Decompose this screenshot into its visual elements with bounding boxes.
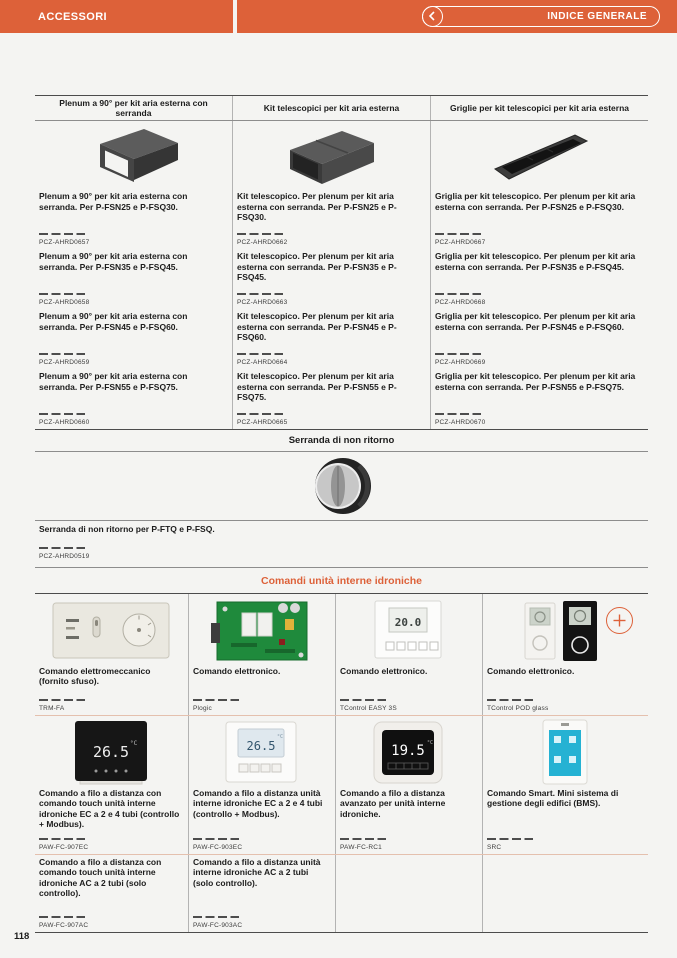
dash-separator <box>39 353 85 355</box>
header-right-band <box>237 0 677 33</box>
dash-separator <box>487 838 533 840</box>
product-code: PCZ-AHRD0657 <box>39 239 90 246</box>
product-code: PCZ-AHRD0660 <box>39 419 90 426</box>
dash-separator <box>340 699 386 701</box>
controller-cell <box>35 594 188 715</box>
product-entry <box>431 369 648 429</box>
controller-description: Comando elettronico. <box>193 665 281 676</box>
product-code: PCZ-AHRD0662 <box>237 239 288 246</box>
section-title-tab <box>0 0 237 33</box>
controller-code: TControl POD glass <box>487 704 549 712</box>
indice-generale-button[interactable] <box>422 6 660 27</box>
controller-description: Comando elettromeccanico (fornito sfuso). <box>39 665 151 686</box>
dash-separator <box>340 838 386 840</box>
controller-code: PAW-FC-903EC <box>193 843 243 851</box>
dash-separator <box>39 413 85 415</box>
product-entry <box>233 369 430 429</box>
damper-description: Serranda di non ritorno per P-FTQ e P-FSQ. <box>39 524 215 534</box>
controller-cell <box>335 594 482 715</box>
product-description: Plenum a 90° per kit aria esterna con serranda. Per P-FSN25 e P-FSQ30. <box>39 191 188 212</box>
svg-text:°C: °C <box>277 733 284 740</box>
controller-code: SRC <box>487 843 502 851</box>
product-code: PCZ-AHRD0659 <box>39 359 90 366</box>
controller-code: PAW-FC-907EC <box>39 843 89 851</box>
kits-table <box>35 95 648 430</box>
plogic-board-image <box>193 596 329 666</box>
paw-fc-903ec-image <box>193 718 329 788</box>
product-code: PCZ-AHRD0670 <box>435 419 486 426</box>
product-description: Kit telescopico. Per plenum per kit aria esterna con serranda. Per P-FSN35 e P-FSQ45. <box>237 251 397 282</box>
svg-text:°C: °C <box>427 739 434 746</box>
non-return-damper-image <box>35 452 648 520</box>
controller-cell <box>35 855 188 932</box>
grille-image <box>430 121 648 189</box>
plenum-column <box>35 189 232 429</box>
src-bms-image <box>487 718 642 788</box>
product-code: PCZ-AHRD0665 <box>237 419 288 426</box>
damper-section <box>35 430 648 568</box>
controller-description: Comando elettronico. <box>487 665 575 676</box>
product-code: PCZ-AHRD0658 <box>39 299 90 306</box>
header-bar <box>0 0 677 33</box>
product-entry <box>431 249 648 309</box>
controller-cell <box>335 716 482 854</box>
dash-separator <box>193 838 239 840</box>
controls-grid <box>35 593 648 933</box>
product-description: Plenum a 90° per kit aria esterna con serranda. Per P-FSN55 e P-FSQ75. <box>39 371 188 392</box>
product-entry <box>233 249 430 309</box>
product-code: PCZ-AHRD0664 <box>237 359 288 366</box>
controller-cell <box>188 594 335 715</box>
paw-fc-rc1-image <box>340 718 476 788</box>
dash-separator <box>39 916 85 918</box>
trm-fa-image <box>39 596 182 666</box>
product-code: PCZ-AHRD0667 <box>435 239 486 246</box>
product-entry <box>35 369 232 429</box>
expand-plus-icon[interactable] <box>606 607 633 634</box>
dash-separator <box>39 699 85 701</box>
product-entry <box>233 189 430 249</box>
product-description: Kit telescopico. Per plenum per kit aria esterna con serranda. Per P-FSN25 e P-FSQ30. <box>237 191 397 222</box>
controller-code: TControl EASY 3S <box>340 704 397 712</box>
controller-cell <box>188 716 335 854</box>
controller-code: PAW-FC-903AC <box>193 921 243 929</box>
dash-separator <box>39 547 85 549</box>
svg-text:°C: °C <box>129 739 137 747</box>
product-description: Kit telescopico. Per plenum per kit aria esterna con serranda. Per P-FSN55 e P-FSQ75. <box>237 371 397 402</box>
controller-description: Comando Smart. Mini sistema di gestione degli edifici (BMS). <box>487 787 619 808</box>
product-description: Plenum a 90° per kit aria esterna con serranda. Per P-FSN35 e P-FSQ45. <box>39 251 188 272</box>
controller-code: PAW-FC-907AC <box>39 921 89 929</box>
controller-code: TRM-FA <box>39 704 65 712</box>
damper-code: PCZ-AHRD0519 <box>39 552 90 560</box>
telescopic-kit-image <box>232 121 430 189</box>
controller-code: PAW-FC-RC1 <box>340 843 382 851</box>
tcontrol-easy-image <box>340 596 476 666</box>
column-header-telescopic: Kit telescopici per kit aria esterna <box>232 96 430 120</box>
controller-cell <box>35 716 188 854</box>
product-code: PCZ-AHRD0663 <box>237 299 288 306</box>
product-entry <box>431 189 648 249</box>
controller-cell <box>188 855 335 932</box>
dash-separator <box>39 293 85 295</box>
column-header-grille: Griglie per kit telescopici per kit aria esterna <box>430 96 648 120</box>
controller-description: Comando elettronico. <box>340 665 428 676</box>
dash-separator <box>237 293 283 295</box>
svg-text:26.5: 26.5 <box>92 742 129 761</box>
dash-separator <box>435 353 481 355</box>
back-chevron-icon[interactable] <box>422 6 443 27</box>
dash-separator <box>487 699 533 701</box>
product-description: Plenum a 90° per kit aria esterna con serranda. Per P-FSN45 e P-FSQ60. <box>39 311 188 332</box>
product-code: PCZ-AHRD0669 <box>435 359 486 366</box>
controller-code: Plogic <box>193 704 212 712</box>
controller-description: Comando a filo a distanza con comando touch unità interne idroniche AC a 2 tubi (solo controllo). <box>39 856 162 898</box>
indice-generale-label: INDICE GENERALE <box>547 11 647 22</box>
product-description: Griglia per kit telescopico. Per plenum per kit aria esterna con serranda. Per P-FSN45 e P-FSQ60. <box>435 311 636 332</box>
svg-text:19.5: 19.5 <box>391 742 425 759</box>
empty-cell <box>482 855 648 932</box>
section-title: ACCESSORI <box>38 10 107 23</box>
product-entry <box>35 189 232 249</box>
controller-description: Comando a filo a distanza avanzato per unità interne idroniche. <box>340 787 446 819</box>
product-entry <box>35 249 232 309</box>
dash-separator <box>193 916 239 918</box>
dash-separator <box>39 233 85 235</box>
telescopic-column <box>232 189 430 429</box>
empty-cell <box>335 855 482 932</box>
dash-separator <box>435 233 481 235</box>
product-entry <box>233 309 430 369</box>
svg-text:20.0: 20.0 <box>394 615 422 629</box>
product-entry <box>35 309 232 369</box>
product-description: Kit telescopico. Per plenum per kit aria esterna con serranda. Per P-FSN45 e P-FSQ60. <box>237 311 397 342</box>
page-number: 118 <box>14 931 30 942</box>
svg-text:26.5: 26.5 <box>246 738 276 753</box>
plenum-90-image <box>35 121 232 189</box>
controller-description: Comando a filo a distanza unità interne idroniche AC a 2 tubi (solo controllo). <box>193 856 321 888</box>
product-description: Griglia per kit telescopico. Per plenum per kit aria esterna con serranda. Per P-FSN35 e P-FSQ45. <box>435 251 636 272</box>
product-description: Griglia per kit telescopico. Per plenum per kit aria esterna con serranda. Per P-FSN25 e P-FSQ30. <box>435 191 636 212</box>
dash-separator <box>435 293 481 295</box>
controls-section-title: Comandi unità interne idroniche <box>260 574 422 587</box>
controller-description: Comando a filo a distanza con comando touch unità interne idroniche EC a 2 e 4 tubi (controllo + Modbus). <box>39 787 180 829</box>
product-code: PCZ-AHRD0668 <box>435 299 486 306</box>
paw-fc-907ec-image <box>39 718 182 788</box>
dash-separator <box>193 699 239 701</box>
dash-separator <box>435 413 481 415</box>
product-description: Griglia per kit telescopico. Per plenum per kit aria esterna con serranda. Per P-FSN55 e P-FSQ75. <box>435 371 636 392</box>
dash-separator <box>39 838 85 840</box>
dash-separator <box>237 233 283 235</box>
controller-description: Comando a filo a distanza unità interne idroniche EC a 2 e 4 tubi (controllo + Modbus). <box>193 787 323 819</box>
dash-separator <box>237 413 283 415</box>
damper-section-title: Serranda di non ritorno <box>288 435 395 446</box>
product-entry <box>431 309 648 369</box>
dash-separator <box>237 353 283 355</box>
controller-cell <box>482 716 648 854</box>
column-header-plenum: Plenum a 90° per kit aria esterna con serranda <box>59 98 208 118</box>
grille-column <box>430 189 648 429</box>
